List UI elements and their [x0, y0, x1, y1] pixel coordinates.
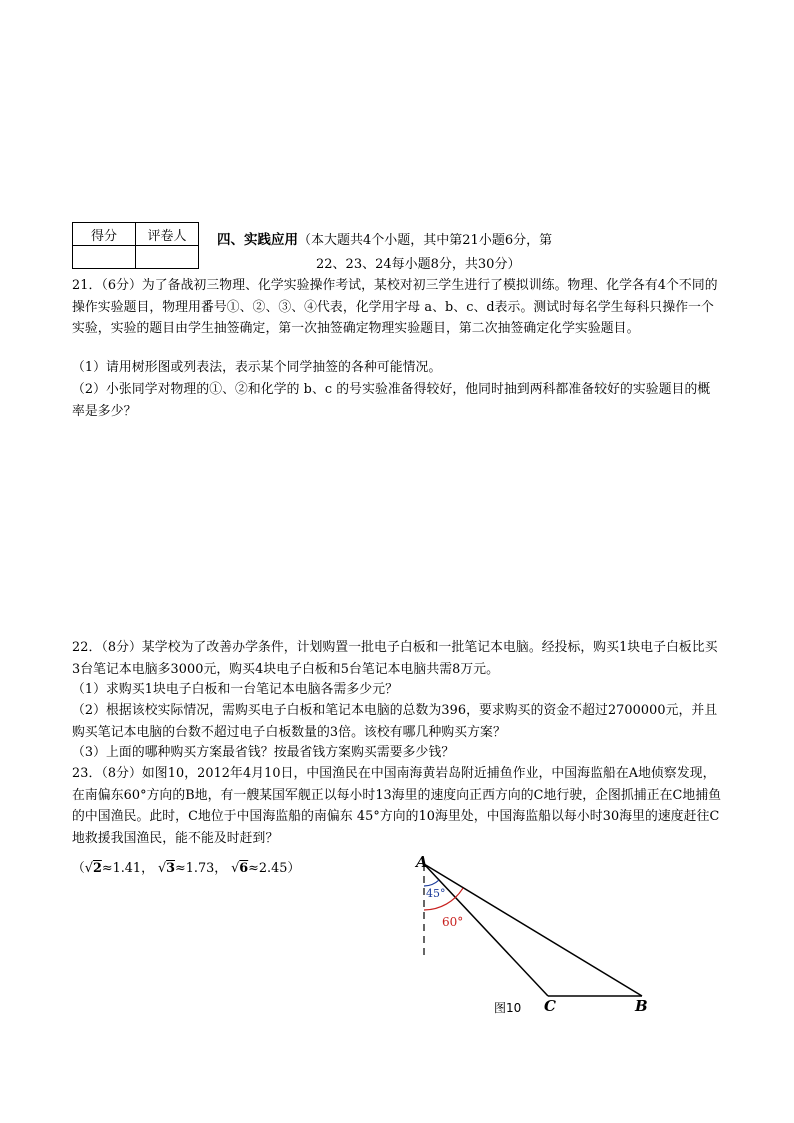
- sqrt-icon: √: [157, 861, 167, 876]
- q22-part1: （1）求购买1块电子白板和一台笔记本电脑各需多少元？: [72, 682, 399, 697]
- q21-part1: （1）请用树形图或列表法，表示某个同学抽签的各种可能情况。: [72, 360, 442, 375]
- figure-caption: 图10: [494, 1001, 522, 1015]
- q22-stem: 22．（8分）某学校为了改善办学条件，计划购置一批电子白板和一批笔记本电脑。经投标，购买1块电子白板比买3台笔记本电脑多3000元，购买4块电子白板和5台笔记本电脑共需8万元。: [72, 640, 718, 677]
- angle-45-label: 45°: [426, 887, 446, 900]
- q21-part2: （2）小张同学对物理的①、②和化学的 b、c 的号实验准备得较好，他同时抽到两科都准备较好的实验题目的概率是多少？: [72, 382, 711, 419]
- angle-60-label: 60°: [442, 915, 464, 929]
- q21-stem: 21．（6分）为了备战初三物理、化学实验操作考试，某校对初三学生进行了模拟训练。物理、化学各有4个不同的操作实验题目，物理用番号①、②、③、④代表，化学用字母 a、b、c、d表示。测试时每名学生每科只操作一个实验，实验的题目由学生抽签确定，第一次抽签确定物理实验题目，第二次抽签确定化学实验题目。: [72, 278, 718, 336]
- section-title: 四、实践应用: [217, 232, 298, 248]
- point-c-label: C: [544, 997, 556, 1015]
- figure-10: [400, 850, 660, 1020]
- score-cell[interactable]: [73, 246, 136, 269]
- sqrt-icon: √: [84, 861, 93, 876]
- point-b-label: B: [635, 997, 648, 1015]
- point-a-label: A: [416, 853, 428, 871]
- section-desc-line2: 22、23、24每小题8分，共30分）: [316, 257, 521, 272]
- segment-ab: [424, 864, 642, 996]
- grader-cell[interactable]: [136, 246, 199, 269]
- sqrt-icon: √: [231, 861, 240, 876]
- segment-ac: [424, 864, 548, 996]
- q22-part2: （2）根据该校实际情况，需购买电子白板和笔记本电脑的总数为396，要求购买的资金不超过2700000元，并且购买笔记本电脑的台数不超过电子白板数量的3倍。该校有哪几种购买方案？: [72, 703, 718, 740]
- score-header: 得分: [73, 223, 136, 246]
- q22-part3: （3）上面的哪种购买方案最省钱？按最省钱方案购买需要多少钱？: [72, 745, 455, 760]
- sqrt-hint: （√2≈1.41， √3≈1.73， √6≈2.45）: [72, 861, 301, 876]
- angle-arc-45: [424, 880, 439, 886]
- section-desc-line1: （本大题共4个小题，其中第21小题6分，第: [298, 233, 553, 248]
- section-heading: [217, 228, 617, 277]
- q23-stem: 23．（8分）如图10，2012年4月10日，中国渔民在中国南海黄岩岛附近捕鱼作业，中国海监船在A地侦察发现，在南偏东60°方向的B地，有一艘某国军舰正以每小时13海里的速度向正西方向的C地行驶，企图抓捕正在C地捕鱼的中国渔民。此时，C地位于中国海监船的南偏东 45°方向的10海里处，中国海监船以每小时30海里的速度赶往C地救援我国渔民，能不能及时赶到？: [72, 766, 722, 846]
- grader-header: 评卷人: [136, 223, 199, 246]
- score-table: [72, 222, 199, 269]
